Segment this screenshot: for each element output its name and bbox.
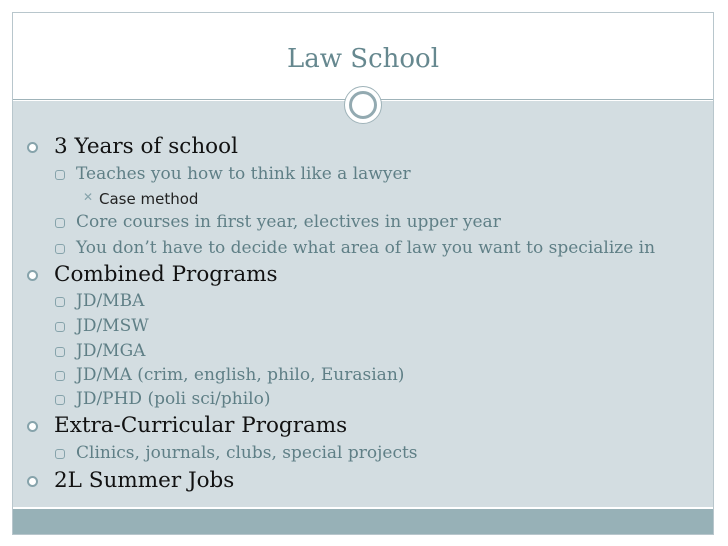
bullet-text: JD/MSW: [76, 316, 149, 336]
bullet-text: Core courses in first year, electives in upper year: [76, 212, 501, 232]
bullet-text: JD/MBA: [76, 291, 145, 311]
bullet-text: Case method: [99, 190, 199, 208]
bullet-text: Extra-Curricular Programs: [54, 413, 348, 438]
circle-inner-ring: [349, 91, 377, 119]
ring-bullet-icon: [27, 421, 38, 432]
ring-bullet-icon: [27, 476, 38, 487]
slide-frame: [12, 12, 714, 535]
bullet-text: You don’t have to decide what area of law you want to specialize in: [76, 238, 656, 258]
double-circle-icon: [344, 86, 382, 124]
ring-bullet-icon: [27, 270, 38, 281]
square-bullet-icon: [55, 371, 65, 381]
square-bullet-icon: [55, 347, 65, 357]
slide-title: Law School: [286, 44, 440, 74]
x-bullet-icon: ✕: [83, 190, 94, 204]
bullet-text: JD/PHD (poli sci/philo): [76, 389, 271, 409]
bullet-text: 2L Summer Jobs: [54, 468, 235, 493]
bullet-text: JD/MA (crim, english, philo, Eurasian): [76, 365, 405, 385]
square-bullet-icon: [55, 170, 65, 180]
square-bullet-icon: [55, 244, 65, 254]
square-bullet-icon: [55, 218, 65, 228]
content-area: [13, 101, 713, 507]
square-bullet-icon: [55, 297, 65, 307]
footer-bar: [13, 509, 713, 535]
square-bullet-icon: [55, 322, 65, 332]
bullet-text: Teaches you how to think like a lawyer: [76, 164, 411, 184]
bullet-text: 3 Years of school: [54, 134, 238, 159]
ring-bullet-icon: [27, 142, 38, 153]
bullet-text: Combined Programs: [54, 262, 278, 287]
bullet-text: JD/MGA: [76, 341, 146, 361]
square-bullet-icon: [55, 449, 65, 459]
bullet-text: Clinics, journals, clubs, special projects: [76, 443, 418, 463]
square-bullet-icon: [55, 395, 65, 405]
